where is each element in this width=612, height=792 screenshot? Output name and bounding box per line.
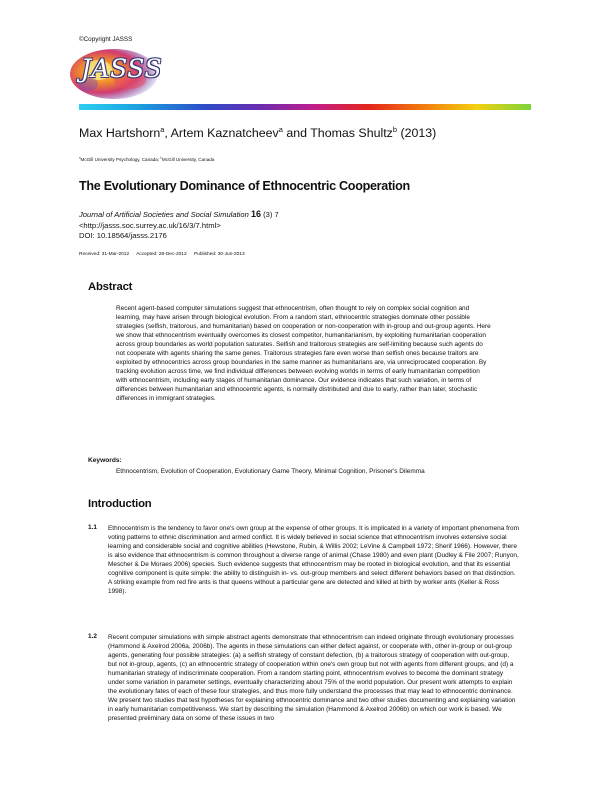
published-date: Published: 30-Jun-2013 [193, 252, 245, 257]
author-separator: and [282, 126, 311, 140]
abstract-heading: Abstract [88, 281, 133, 293]
paragraph-number: 1.1 [88, 524, 97, 531]
paragraph-text: Recent computer simulations with simple abstract agents demonstrate that ethnocentrism can indeed originate through evolutionary processes (Hammond & Axelrod 2006a, 2006b). The agents in these simulations can either defect against, or cooperate with, other in-group or out-group agents, generating four possible strategies: (a) a selfish strategy of constant defection, (b) a traitorous strategy of cooperation with out-group, but not in-group, agents, (c) an ethnocentric strategy of cooperation within one's own group but not with agents from different groups, and (d) a humanitarian strategy of indiscriminate cooperation. From a random starting point, ethnocentrism evolves to become the dominant strategy under some variation in parameter settings, eventually characterizing about 75% of the world population. Our present work attempts to explain the evolutionary fates of each of these four strategies, and thus more fully understand the processes that may lead to ethnocentric dominance. We present two studies that test hypotheses for explaining ethnocentric dominance and two other studies documenting and explaining variation in early humanitarian competitiveness. We start by describing the simulation (Hammond & Axelrod 2006b) on which our work is based. We presented preliminary data on some of these issues in two [108, 634, 516, 723]
author-name: Max Hartshorn [79, 126, 161, 140]
affiliation-mark: b [160, 156, 162, 160]
article-title: The Evolutionary Dominance of Ethnocentric Cooperation [79, 179, 410, 193]
jasss-logo [68, 46, 188, 100]
citation-block [79, 209, 279, 242]
author-name: Thomas Shultz [310, 126, 393, 140]
keywords-heading: Keywords: [88, 457, 122, 464]
affiliation-a: McGill University Psychology, Canada; [80, 157, 160, 162]
journal-issue: (3) 7 [263, 210, 279, 219]
author-affiliation-mark: a [278, 124, 283, 134]
article-url-link[interactable]: <http://jasss.soc.surrey.ac.uk/16/3/7.html> [79, 220, 221, 230]
author-affiliation-mark: b [392, 124, 398, 134]
logo-text: JASSS [81, 54, 163, 83]
article-doi[interactable]: DOI: 10.18564/jasss.2176 [79, 231, 167, 240]
journal-volume: 16 [250, 209, 261, 219]
affiliations [79, 157, 214, 162]
publication-year: (2013) [400, 126, 437, 140]
affiliation-b: McGill University, Canada [161, 157, 215, 162]
affiliation-mark: a [79, 156, 81, 160]
journal-name: Journal of Artificial Societies and Social Simulation [79, 210, 249, 219]
abstract-text: Recent agent-based computer simulations suggest that ethnocentrism, often thought to rely on complex social cognition and learning, may have arisen through biological evolution. From a random start, ethnocentric strategies dominate other possible strategies (selfish, traitorous, and humanitarian) based on cooperation or non-cooperation with in-group and out-group agents. Here we show that ethnocentrism eventually overcomes its closest competitor, humanitarianism, by exploiting humanitarian cooperation across group boundaries as world population saturates. Selfish and traitorous strategies are self-limiting because such agents do not cooperate with agents sharing the same genes. Traitorous strategies fare even worse than selfish ones because traitors are exploited by ethnocentrics across group boundaries in the same manner as humanitarians are, via unreciprocated cooperation. By tracking evolution across time, we find individual differences between evolving worlds in terms of early humanitarian competition with ethnocentrism, including early stages of humanitarian dominance. Our evidence indicates that such variation, in terms of differences between humanitarian and ethnocentric agents, is normally distributed and due to early, rather than later, stochastic differences in immigrant strategies. [116, 305, 491, 403]
accepted-date: Accepted: 28-Dec-2012 [136, 252, 187, 257]
journal-citation [79, 209, 279, 221]
copyright-notice: ©Copyright JASSS [79, 36, 133, 43]
author-line [79, 126, 436, 140]
author-separator: , [164, 126, 171, 140]
keywords-text: Ethnocentrism, Evolution of Cooperation, Evolutionary Game Theory, Minimal Cognition, Prisoner's Dilemma [116, 468, 425, 475]
author-affiliation-mark: a [160, 124, 165, 134]
author-name: Artem Kaznatcheev [170, 126, 279, 140]
paragraph-number: 1.2 [88, 633, 97, 640]
paragraph-text: Ethnocentrism is the tendency to favor one's own group at the expense of other groups. It is implicated in a variety of important phenomena from voting patterns to ethnic discrimination and armed conflict. It is widely believed in social science that ethnocentrism involves extensive social learning and considerable social and cognitive abilities (Hewstone, Rubin, & Willis 2002; LeVine & Campbell 1972; Sherif 1966). However, there is also evidence that ethnocentrism is common throughout a diverse range of animal (Chase 1980) and even plant (Dudley & File 2007; Runyon, Mescher & De Moraes 2006) species. Such evidence suggests that ethnocentrism may be rooted in biological evolution, and that its essential cognitive component is quite simple: the ability to distinguish in- vs. out-group members and select different behaviors based on that distinction. A striking example from red fire ants is that queens without a particular gene are detected and killed at birth by worker ants (Keller & Ross 1998). [108, 525, 519, 596]
header-rainbow-rule [79, 104, 531, 110]
publication-dates [79, 252, 251, 257]
introduction-heading: Introduction [88, 498, 152, 510]
received-date: Received: 31-Mar-2012 [79, 252, 130, 257]
